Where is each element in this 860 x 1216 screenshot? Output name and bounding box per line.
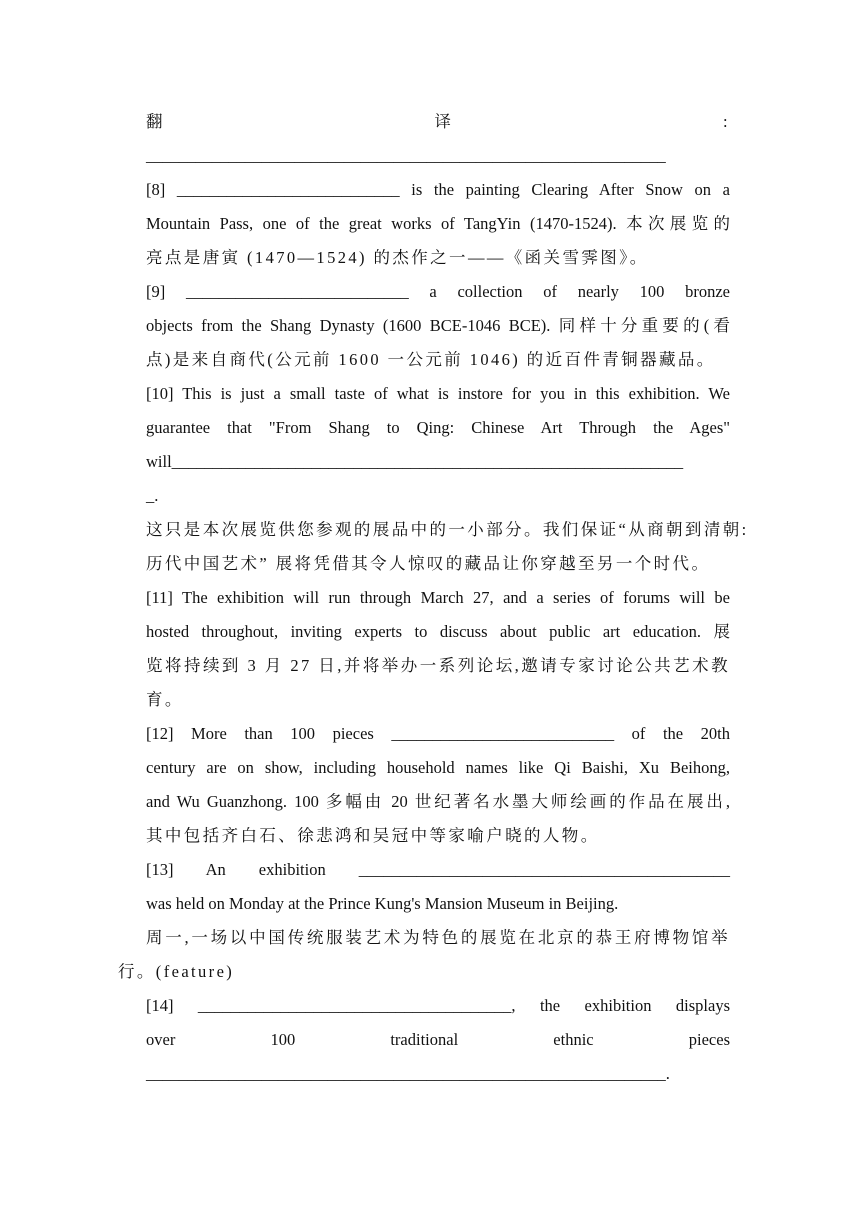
item-10-text: _. bbox=[146, 486, 159, 505]
item-10-text: [10] This is just a small taste of what is instore for you in this exhibition. We bbox=[146, 384, 730, 403]
item-10-translation: 历代中国艺术” 展将凭借其令人惊叹的藏品让你穿越至另一个时代。 bbox=[146, 554, 711, 573]
item-14-text: [14] ______________________________________, the exhibition displays bbox=[146, 996, 730, 1015]
item-12-text: [12] More than 100 pieces ___________________________ of the 20th bbox=[146, 724, 730, 743]
item-12-translation: 其中包括齐白石、徐悲鸿和吴冠中等家喻户晓的人物。 bbox=[146, 826, 600, 845]
item-9-translation: 点)是来自商代(公元前 1600 一公元前 1046) 的近百件青铜器藏品。 bbox=[146, 350, 716, 369]
item-10-text: guarantee that "From Shang to Qing: Chinese Art Through the Ages" bbox=[146, 418, 730, 437]
item-10-translation: 这只是本次展览供您参观的展品中的一小部分。我们保证“从商朝到清朝: bbox=[146, 520, 749, 539]
item-11-text: [11] The exhibition will run through March 27, and a series of forums will be bbox=[146, 588, 730, 607]
item-13-translation: 周一,一场以中国传统服装艺术为特色的展览在北京的恭王府博物馆举 bbox=[146, 928, 730, 947]
item-8-text: [8] ___________________________ is the painting Clearing After Snow on a bbox=[146, 180, 730, 199]
item-8-translation: 亮点是唐寅 (1470—1524) 的杰作之一——《函关雪霁图》。 bbox=[146, 248, 649, 267]
item-9-text: objects from the Shang Dynasty (1600 BCE-1046 BCE). 同样十分重要的(看 bbox=[146, 316, 730, 335]
item-11-translation: 育。 bbox=[146, 690, 184, 709]
item-11-translation: 览将持续到 3 月 27 日,并将举办一系列论坛,邀请专家讨论公共艺术教 bbox=[146, 656, 730, 675]
item-12-text: century are on show, including household names like Qi Baishi, Xu Beihong, bbox=[146, 758, 730, 777]
answer-blank-line: _______________________________________________________________ bbox=[146, 146, 666, 165]
translation-label: 翻 译 : bbox=[146, 112, 730, 131]
item-10-text: will______________________________________________________________ bbox=[146, 452, 684, 471]
item-13-text: [13] An exhibition _____________________________________________ bbox=[146, 860, 730, 879]
item-9-text: [9] ___________________________ a collection of nearly 100 bronze bbox=[146, 282, 730, 301]
item-14-text: over 100 traditional ethnic pieces bbox=[146, 1030, 730, 1049]
item-14-text: _______________________________________________________________. bbox=[146, 1064, 670, 1083]
item-11-text: hosted throughout, inviting experts to discuss about public art education. 展 bbox=[146, 622, 730, 641]
item-8-text: Mountain Pass, one of the great works of TangYin (1470-1524). 本次展览的 bbox=[146, 214, 730, 233]
item-13-text: was held on Monday at the Prince Kung's Mansion Museum in Beijing. bbox=[146, 894, 619, 913]
item-12-translation: and Wu Guanzhong. 100 多幅由 20 世纪著名水墨大师绘画的作品在展出, bbox=[146, 792, 730, 811]
item-13-translation: 行。(feature) bbox=[118, 962, 235, 981]
